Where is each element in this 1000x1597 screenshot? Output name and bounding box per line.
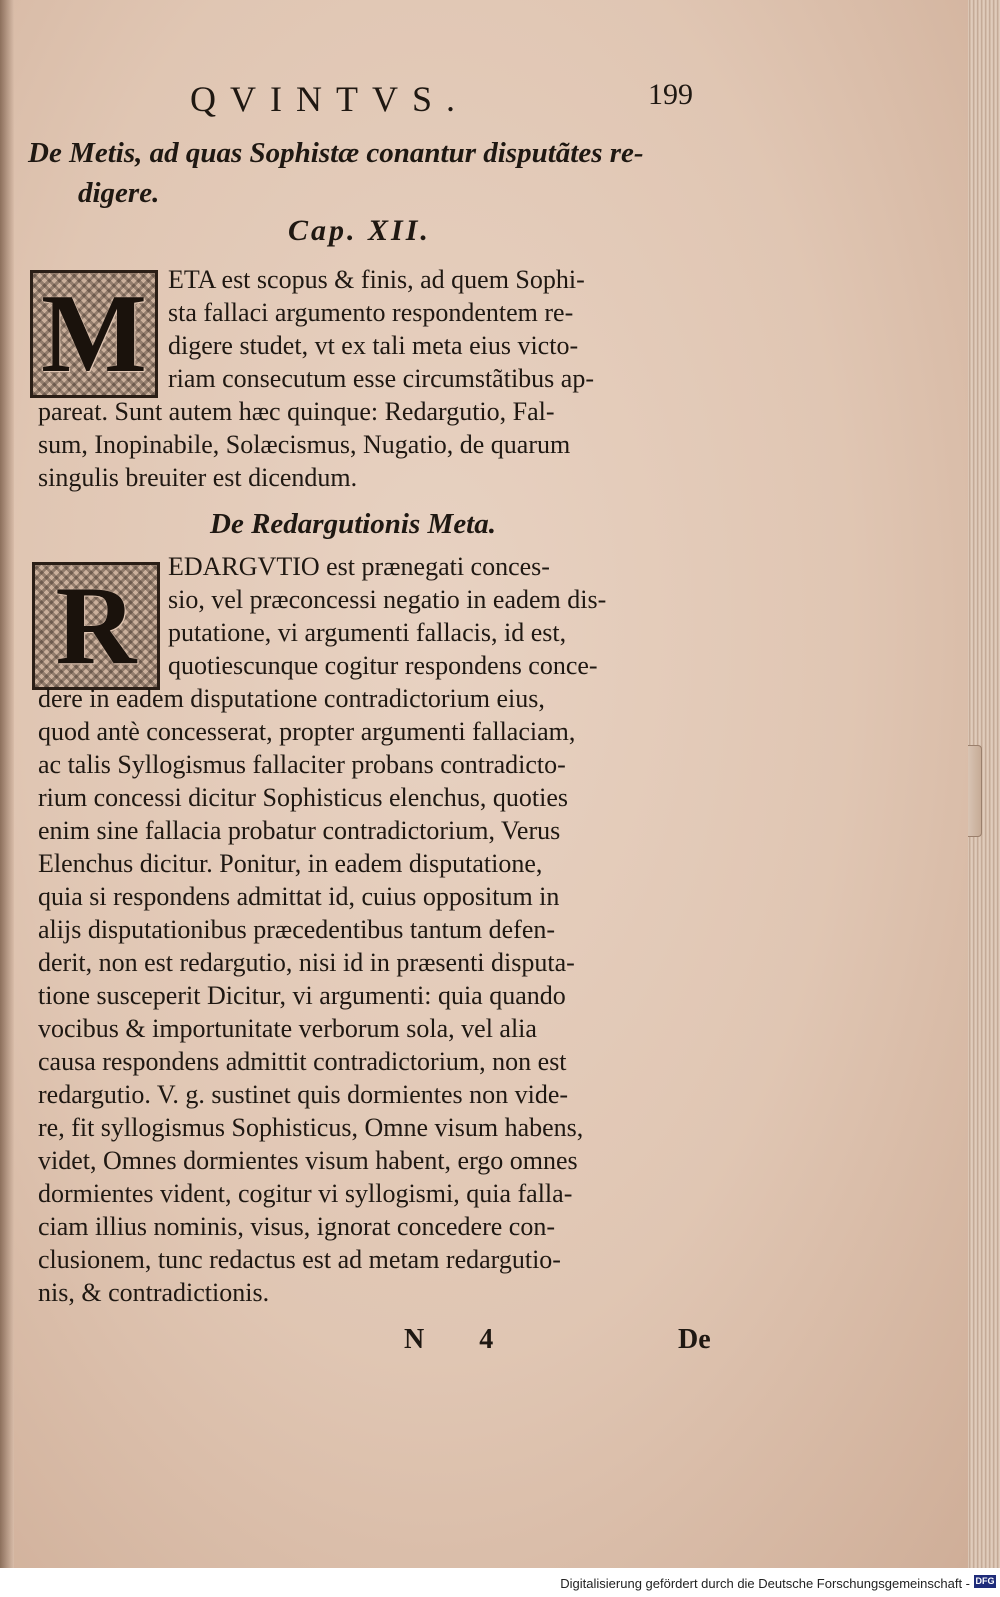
text-line: dere in eadem disputatione contradictorium eius, [38, 684, 545, 713]
text-line: sum, Inopinabile, Solæcismus, Nugatio, de quarum [38, 430, 571, 459]
text-line: derit, non est redargutio, nisi id in præsenti disputa- [38, 948, 575, 977]
text-line: rium concessi dicitur Sophisticus elenchus, quoties [38, 783, 569, 812]
text-line: quotiescunque cogitur respondens conce- [168, 651, 598, 680]
text-line: nis, & contradictionis. [38, 1278, 270, 1307]
text-line: sio, vel præconcessi negatio in eadem dis- [168, 585, 607, 614]
text-line: videt, Omnes dormientes visum habent, ergo omnes [38, 1146, 578, 1175]
signature-mark: N 4 [404, 1324, 518, 1355]
text-line: ac talis Syllogismus fallaciter probans contradicto- [38, 750, 566, 779]
text-line: ciam illius nominis, visus, ignorat concedere con- [38, 1212, 555, 1241]
text-line: Elenchus dicitur. Ponitur, in eadem disputatione, [38, 849, 543, 878]
text-line: re, fit syllogismus Sophisticus, Omne visum habens, [38, 1113, 584, 1142]
credit-bar [0, 1568, 1000, 1597]
text-line: singulis breuiter est dicendum. [38, 463, 358, 492]
text-line: quia si respondens admittat id, cuius oppositum in [38, 882, 560, 911]
text-line: EDARGVTIO est prænegati conces- [168, 552, 550, 581]
funding-credit: Digitalisierung gefördert durch die Deutsche Forschungsgemeinschaft - [560, 1576, 970, 1591]
chapter-title-line-1: De Metis, ad quas Sophistæ conantur disputãtes re- [28, 137, 644, 169]
text-line: pareat. Sunt autem hæc quinque: Redargutio, Fal- [38, 397, 555, 426]
dfg-logo-icon: DFG [975, 1576, 995, 1586]
paragraph-meta [0, 263, 594, 494]
text-line: clusionem, tunc redactus est ad metam redargutio- [38, 1245, 561, 1274]
text-line: dormientes vident, cogitur vi syllogismi, quia falla- [38, 1179, 573, 1208]
initial-letter-r: R [55, 563, 137, 688]
chapter-title-line-2: digere. [78, 177, 160, 209]
text-line: vocibus & importunitate verborum sola, vel alia [38, 1014, 537, 1043]
text-line: quod antè concesserat, propter argumenti fallaciam, [38, 717, 576, 746]
initial-letter-m: M [41, 271, 147, 396]
text-line: putatione, vi argumenti fallacis, id est, [168, 618, 567, 647]
text-line: redargutio. V. g. sustinet quis dormientes non vide- [38, 1080, 569, 1109]
text-line: riam consecutum esse circumstãtibus ap- [168, 364, 594, 393]
text-line: ETA est scopus & finis, ad quem Sophi- [168, 265, 585, 294]
text-line: enim sine fallacia probatur contradictorium, Verus [38, 816, 561, 845]
text-line: alijs disputationibus præcedentibus tantum defen- [38, 915, 556, 944]
page-number: 199 [648, 78, 693, 111]
paragraph-redargutio [0, 550, 606, 1309]
catchword: De [678, 1324, 711, 1355]
text-line: digere studet, vt ex tali meta eius victo- [168, 331, 579, 360]
chapter-title [28, 133, 728, 213]
chapter-number: Cap. XII. [288, 214, 431, 247]
section-title: De Redargutionis Meta. [210, 508, 496, 540]
running-head: QVINTVS. [190, 79, 469, 119]
text-line: causa respondens admittit contradictorium, non est [38, 1047, 567, 1076]
text-line: sta fallaci argumento respondentem re- [168, 298, 574, 327]
text-line: tione susceperit Dicitur, vi argumenti: quia quando [38, 981, 566, 1010]
